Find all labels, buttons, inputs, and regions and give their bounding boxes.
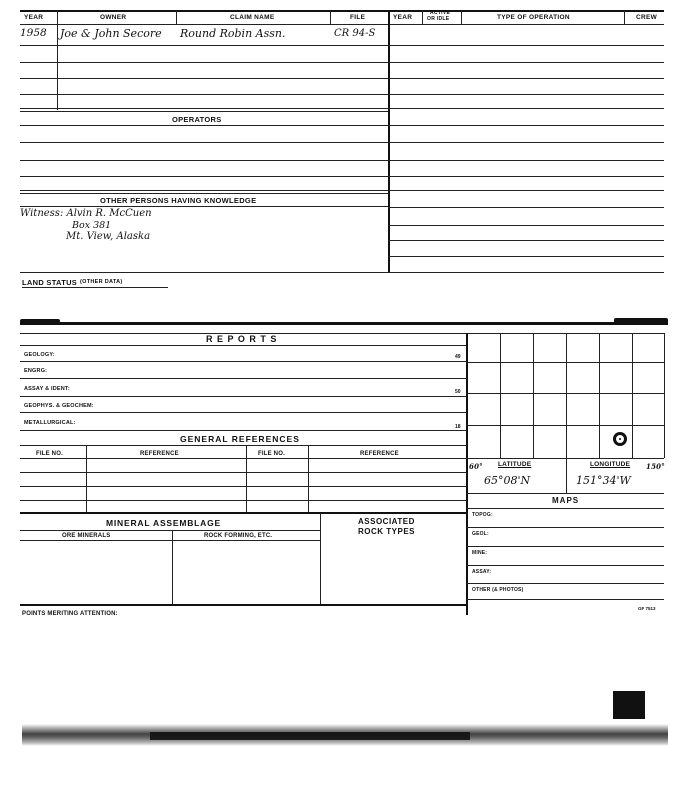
row1-file: CR 94-S bbox=[334, 28, 376, 39]
crew-header: CREW bbox=[636, 14, 658, 21]
ref-header-file-no-2: FILE NO. bbox=[258, 451, 285, 457]
associated-rock-types-2: ROCK TYPES bbox=[358, 527, 416, 536]
lon-tick: 150° bbox=[646, 462, 665, 471]
ref-header-reference-1: REFERENCE bbox=[140, 451, 179, 457]
maps-row-mine: MINE: bbox=[472, 550, 488, 556]
type-of-operation-header: TYPE OF OPERATION bbox=[497, 14, 570, 21]
maps-row-assay: ASSAY: bbox=[472, 569, 492, 575]
latitude-value: 65°08'N bbox=[484, 474, 531, 487]
longitude-value: 151°34'W bbox=[576, 474, 631, 487]
maps-title: MAPS bbox=[552, 496, 580, 505]
operators-title: OPERATORS bbox=[172, 115, 222, 124]
row1-year: 1958 bbox=[20, 27, 47, 39]
rock-forming-header: ROCK FORMING, ETC. bbox=[204, 533, 273, 539]
maps-row-topog: TOPOG: bbox=[472, 512, 493, 518]
other-persons-title: OTHER PERSONS HAVING KNOWLEDGE bbox=[100, 196, 257, 205]
report-label-assay: ASSAY & IDENT: bbox=[24, 386, 70, 392]
ore-minerals-header: ORE MINERALS bbox=[62, 533, 111, 539]
scan-band bbox=[20, 322, 668, 325]
active-idle-header-2: OR IDLE bbox=[427, 16, 450, 22]
report-label-metallurgical: METALLURGICAL: bbox=[24, 420, 76, 426]
report-label-engrg: ENGRG: bbox=[24, 368, 48, 374]
reports-title: R E P O R T S bbox=[206, 334, 278, 344]
report-label-geophys: GEOPHYS. & GEOCHEM: bbox=[24, 403, 94, 409]
associated-rock-types-1: ASSOCIATED bbox=[358, 517, 415, 526]
latitude-label: LATITUDE bbox=[498, 461, 532, 468]
lat-tick: 60° bbox=[469, 462, 483, 471]
longitude-label: LONGITUDE bbox=[590, 461, 631, 468]
scan-block bbox=[613, 691, 645, 719]
active-idle-header-1: ACTIVE bbox=[430, 10, 451, 16]
row1-claim-name: Round Robin Assn. bbox=[180, 27, 286, 40]
year-header: YEAR bbox=[24, 14, 44, 21]
maps-row-geol: GEOL: bbox=[472, 531, 489, 537]
file-header: FILE bbox=[350, 14, 366, 21]
location-marker-icon bbox=[613, 432, 627, 446]
report-num-assay: 50 bbox=[455, 389, 461, 395]
mineral-assemblage-title: MINERAL ASSEMBLAGE bbox=[106, 518, 221, 528]
report-num-metallurgical: 18 bbox=[455, 424, 461, 430]
form-code: GF 7513 bbox=[638, 606, 656, 611]
claim-name-header: CLAIM NAME bbox=[230, 14, 275, 21]
report-num-geology: 49 bbox=[455, 354, 461, 360]
witness-line-3: Mt. View, Alaska bbox=[66, 231, 151, 242]
scan-band-left bbox=[20, 319, 60, 323]
ref-header-reference-2: REFERENCE bbox=[360, 451, 399, 457]
report-label-geology: GEOLOGY: bbox=[24, 352, 55, 358]
witness-line-2: Box 381 bbox=[72, 220, 112, 231]
owner-header: OWNER bbox=[100, 14, 127, 21]
scan-band-right bbox=[614, 318, 668, 324]
row1-owner: Joe & John Secore bbox=[60, 27, 162, 40]
points-meriting-attention: POINTS MERITING ATTENTION: bbox=[22, 611, 118, 617]
land-status-sub: (OTHER DATA) bbox=[80, 279, 123, 285]
maps-row-other: OTHER (& PHOTOS) bbox=[472, 587, 524, 593]
witness-line-1: Witness: Alvin R. McCuen bbox=[20, 208, 152, 219]
scan-streak-core bbox=[150, 732, 470, 740]
ref-header-file-no-1: FILE NO. bbox=[36, 451, 63, 457]
land-status-label: LAND STATUS bbox=[22, 278, 78, 287]
year2-header: YEAR bbox=[393, 14, 413, 21]
general-references-title: GENERAL REFERENCES bbox=[180, 434, 300, 444]
